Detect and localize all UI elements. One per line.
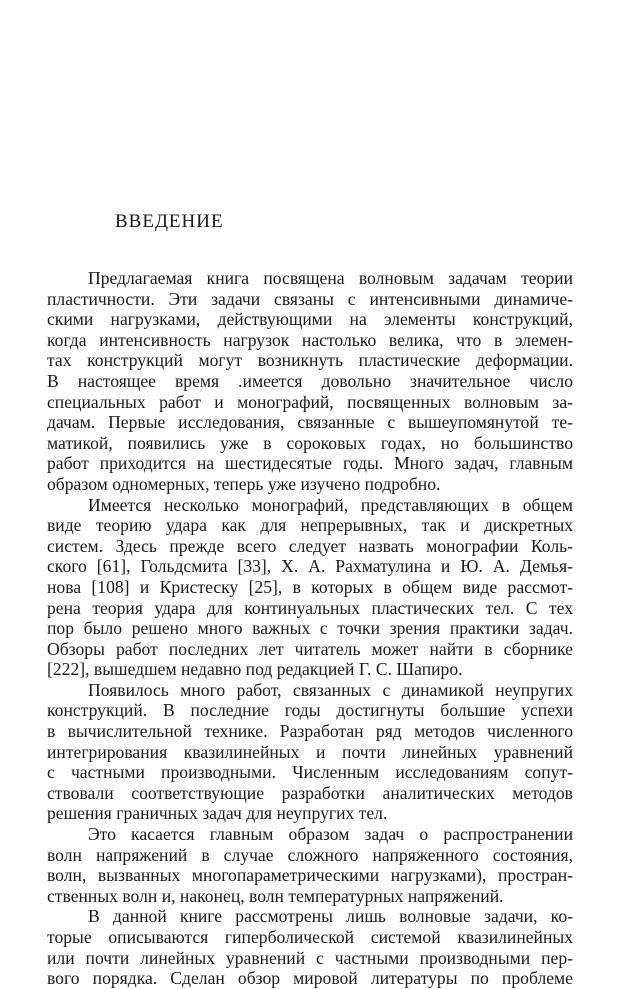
text-line: Появилось много работ, связанных с динамикой неупругих xyxy=(88,679,573,700)
text-line: виде теорию удара как для непрерывных, так и дискретных xyxy=(47,515,573,536)
text-line: в вычислительной технике. Разработан ряд методов численного xyxy=(47,721,573,742)
text-line: тах конструкций могут возникнуть пластические деформации. xyxy=(47,350,573,371)
text-line: матикой, появились уже в сороковых годах, но большинство xyxy=(47,432,573,453)
text-line: систем. Здесь прежде всего следует назвать монографии Коль- xyxy=(47,535,573,556)
text-line: В настоящее время .имеется довольно значительное число xyxy=(47,370,573,391)
text-line: конструкций. В последние годы достигнуты большие успехи xyxy=(47,700,573,721)
text-line: специальных работ и монографий, посвященных волновым за- xyxy=(47,391,573,412)
text-line: Обзоры работ последних лет читатель может найти в сборнике xyxy=(47,638,573,659)
text-line: волн напряжений в случае сложного напряженного состояния, xyxy=(47,844,573,865)
text-line: дачам. Первые исследования, связанные с вышеупомянутой те- xyxy=(47,412,573,433)
text-line: образом одномерных, теперь уже изучено подробно. xyxy=(47,473,441,494)
text-line: интегрирования квазилинейных и почти линейных уравнений xyxy=(47,741,573,762)
text-line: [222], вышедшем недавно под редакцией Г. С. Шапиро. xyxy=(47,659,463,680)
text-line: ствовали соответствующие разработки аналитических методов xyxy=(47,782,573,803)
text-line: пластичности. Эти задачи связаны с интенсивными динамиче- xyxy=(47,288,573,309)
text-line: волн, вызванных многопараметрическими нагрузками), простран- xyxy=(47,865,573,886)
body-text xyxy=(47,268,573,989)
text-line: Это касается главным образом задач о распространении xyxy=(88,824,573,845)
text-line: пор было решено много важных с точки зрения практики задач. xyxy=(47,618,573,639)
text-line: или почти линейных уравнений с частными производными пер- xyxy=(47,947,573,968)
text-line: скими нагрузками, действующими на элементы конструкций, xyxy=(47,309,573,330)
chapter-heading: ВВЕДЕНИЕ xyxy=(115,211,224,232)
text-line: ственных волн и, наконец, волн температурных напряжений. xyxy=(47,885,504,906)
text-line: работ приходится на шестидесятые годы. Много задач, главным xyxy=(47,453,573,474)
text-line: когда интенсивность нагрузок настолько велика, что в элемен- xyxy=(47,329,573,350)
text-line: В данной книге рассмотрены лишь волновые задачи, ко- xyxy=(88,906,573,927)
text-line: с частными производными. Численным исследованиям сопут- xyxy=(47,762,573,783)
text-line: вого порядка. Сделан обзор мировой литературы по проблеме xyxy=(47,968,573,989)
text-line: ского [61], Гольдсмита [33], Х. А. Рахматулина и Ю. А. Демья- xyxy=(47,556,573,577)
text-line: торые описываются гиперболической системой квазилинейных xyxy=(47,927,573,947)
text-line: решения граничных задач для неупругих тел. xyxy=(47,803,388,824)
text-line: нова [108] и Кристеску [25], в которых в общем виде рассмот- xyxy=(47,576,573,597)
text-line: Имеется несколько монографий, представляющих в общем xyxy=(88,494,573,515)
text-line: Предлагаемая книга посвящена волновым задачам теории xyxy=(88,268,573,288)
text-line: рена теория удара для континуальных пластических тел. С тех xyxy=(47,597,573,618)
